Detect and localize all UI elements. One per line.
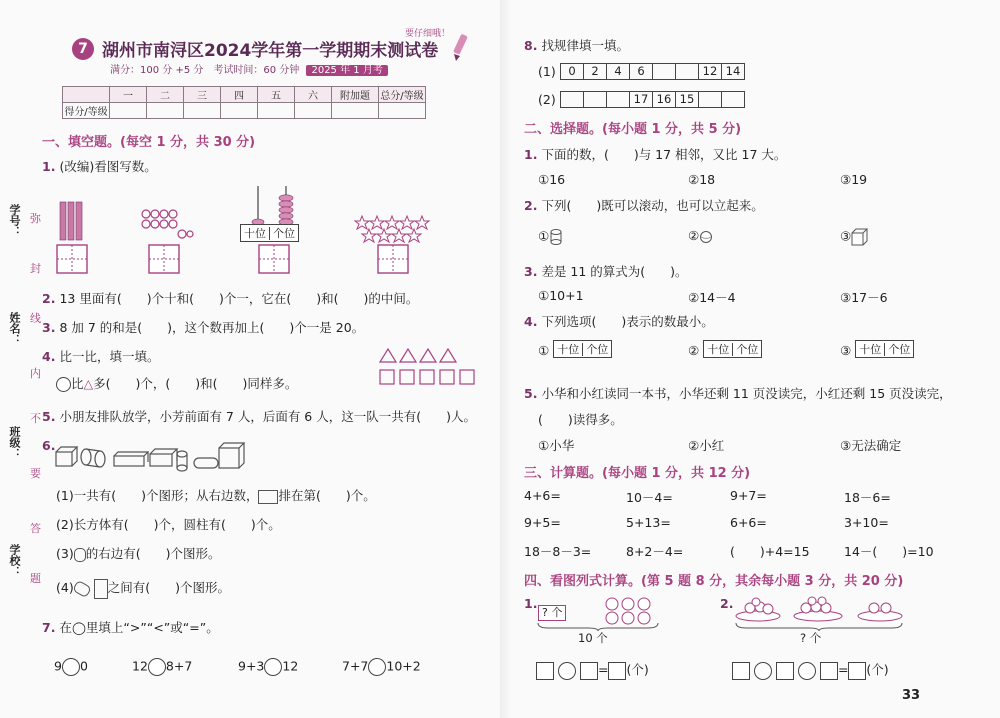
exam-meta — [110, 61, 388, 76]
student-number-label: 学号： — [8, 204, 21, 237]
question-number: 8. — [524, 38, 538, 53]
question-text: 下列( )既可以滚动，也可以立起来。 — [541, 198, 764, 213]
school-label: 学校： — [8, 544, 21, 577]
sphere-icon — [699, 230, 713, 244]
ones-label: 个位 — [273, 227, 295, 240]
option[interactable]: ①小华 — [538, 438, 575, 453]
score-cell[interactable] — [184, 103, 221, 119]
compare-right: 0 — [79, 658, 88, 674]
section-2-title: 二、选择题。(每小题 1 分，共 5 分) — [524, 122, 742, 137]
option-label: ② — [688, 343, 700, 358]
question-number: 1. — [524, 147, 538, 162]
score-row-label: 得分/等级 — [63, 103, 110, 119]
score-header-cell: 六 — [295, 87, 332, 103]
shapes-compare-icon — [378, 346, 482, 388]
operator-circle[interactable] — [798, 662, 816, 680]
question-text: 在◯里填上“>”“<”或“=”。 — [59, 620, 219, 635]
tens-label: 十位 — [856, 343, 885, 356]
equation-1 — [536, 660, 649, 680]
compare-left: 9+3 — [238, 658, 265, 674]
problem-1-number: 1. — [524, 596, 538, 611]
sequence-cell: 6 — [630, 64, 653, 79]
compare-circle-input[interactable] — [148, 658, 166, 676]
question-8 — [524, 36, 629, 54]
question-text: (1)一共有( )个图形；从右边数， — [56, 488, 259, 503]
calc-item[interactable]: 4+6= — [524, 488, 561, 503]
tens-label: 十位 — [241, 227, 270, 240]
option[interactable] — [840, 340, 914, 358]
question-number: 4. — [524, 314, 538, 329]
question-6-part-1 — [56, 486, 376, 504]
calc-item[interactable]: 6+6= — [730, 515, 767, 530]
compare-left: 7+7 — [342, 658, 369, 674]
stars-icon — [354, 214, 434, 244]
lying-cylinder-icon — [72, 579, 92, 597]
cylinder-icon — [549, 228, 563, 246]
question-number: 3. — [42, 320, 56, 335]
compare-right: 10+2 — [386, 658, 421, 674]
name-label: 姓名： — [8, 312, 21, 345]
total-label: ? 个 — [800, 631, 822, 645]
score-row — [63, 103, 426, 119]
question-text: 小朋友排队放学，小芳前面有 7 人，后面有 6 人，这一队一共有( )人。 — [59, 409, 476, 424]
sequence-cell: 12 — [699, 64, 722, 79]
question-7 — [42, 618, 219, 636]
total-label: 10 个 — [578, 631, 608, 645]
option[interactable]: ②14－4 — [688, 290, 736, 305]
calc-item[interactable]: 8+2－4= — [626, 544, 684, 559]
compare-item — [132, 658, 192, 676]
option-label: ③ — [840, 343, 852, 358]
sequence-cell: 2 — [584, 64, 607, 79]
question-6-part-2: (2)长方体有( )个，圆柱有( )个。 — [56, 517, 281, 532]
seal-char: 封 — [30, 262, 41, 275]
abacus-icon — [240, 184, 306, 228]
page-number: 33 — [902, 688, 921, 703]
choice-question-1 — [524, 145, 786, 163]
option[interactable] — [688, 340, 762, 358]
section-4-title: 四、看图列式计算。(第 5 题 8 分，其余每小题 3 分，共 20 分) — [524, 574, 904, 589]
option-label: ① — [538, 228, 550, 244]
sequence-2-label: (2) — [538, 92, 556, 107]
sequence-blank[interactable] — [653, 64, 676, 79]
exam-number-badge: 7 — [72, 38, 94, 60]
question-number: 2. — [42, 291, 56, 306]
question-number: 5. — [524, 386, 538, 401]
compare-right: 12 — [282, 658, 299, 674]
seal-char: 要 — [30, 467, 41, 480]
option[interactable]: ③17－6 — [840, 290, 888, 305]
choice-question-3 — [524, 262, 688, 280]
option[interactable]: ②18 — [688, 172, 716, 187]
score-table — [62, 86, 426, 119]
calc-item[interactable]: 18－8－3= — [524, 544, 592, 559]
score-header-cell: 总分/等级 — [379, 87, 426, 103]
sequence-cell: 4 — [607, 64, 630, 79]
choice-question-4 — [524, 312, 714, 330]
counting-sticks-icon — [56, 198, 96, 242]
question-text: 小华和小红读同一本书，小华还剩 11 页没读完，小红还剩 15 页没读完， — [541, 386, 952, 401]
score-header-row — [63, 87, 426, 103]
equation-box[interactable] — [732, 662, 750, 680]
question-4 — [42, 347, 159, 365]
question-6-part-4 — [56, 578, 230, 599]
question-number: 7. — [42, 620, 56, 635]
cylinder-icon — [74, 548, 86, 562]
seal-char: 不 — [30, 412, 41, 425]
ones-label: 个位 — [736, 343, 759, 356]
tens-label: 十位 — [554, 343, 583, 356]
question-6-part-3 — [56, 544, 220, 562]
choice-question-5 — [524, 384, 952, 402]
seal-char: 线 — [30, 312, 41, 325]
equation-box[interactable] — [848, 662, 866, 680]
answer-box[interactable] — [258, 244, 290, 274]
calc-item[interactable]: 3+10= — [844, 515, 889, 530]
compare-circle-input[interactable] — [264, 658, 282, 676]
sequence-cell: 14 — [725, 64, 741, 78]
plates-of-apples-icon — [734, 596, 904, 624]
option-label: ② — [688, 228, 700, 243]
triangle-icon: △ — [83, 376, 94, 391]
score-header-cell: 二 — [147, 87, 184, 103]
question-text: 8 加 7 的和是( )，这个数再加上( )个一是 20。 — [59, 320, 365, 335]
compare-circle-input[interactable] — [62, 658, 80, 676]
option[interactable]: ①10+1 — [538, 288, 584, 303]
equation-box[interactable] — [580, 662, 598, 680]
score-header-cell: 三 — [184, 87, 221, 103]
unit-label: (个) — [866, 662, 889, 677]
option-label: ③ — [840, 228, 852, 244]
score-cell[interactable] — [147, 103, 184, 119]
equation-2 — [732, 660, 889, 680]
problem-1-unknown-box — [538, 604, 566, 621]
question-number: 1. — [42, 159, 56, 174]
question-text: (3) — [56, 546, 74, 561]
compare-item — [238, 658, 298, 676]
compare-item — [342, 658, 421, 676]
section-3-title: 三、计算题。(每小题 1 分，共 12 分) — [524, 466, 751, 481]
answer-box[interactable] — [377, 244, 409, 274]
score-cell[interactable] — [221, 103, 258, 119]
circle-input[interactable] — [56, 377, 71, 392]
calc-item[interactable]: 18－6= — [844, 490, 891, 505]
question-3 — [42, 318, 364, 336]
pencil-icon — [448, 32, 472, 62]
answer-box[interactable] — [56, 244, 88, 274]
sequence-blank[interactable] — [722, 92, 744, 107]
sequence-blank[interactable] — [676, 64, 699, 79]
place-value-chart — [240, 224, 299, 242]
question-text: 差是 11 的算式为( )。 — [541, 264, 688, 279]
score-cell[interactable] — [295, 103, 332, 119]
compare-item — [54, 658, 88, 676]
score-header-cell: 附加题 — [332, 87, 379, 103]
ones-label: 个位 — [586, 343, 609, 356]
score-cell[interactable] — [379, 103, 426, 119]
score-header-cell — [63, 87, 110, 103]
option[interactable] — [538, 228, 563, 246]
option[interactable]: ②小红 — [688, 438, 725, 453]
abacus-chart — [855, 340, 914, 358]
option[interactable] — [688, 228, 713, 244]
question-text: 13 里面有( )个十和( )个一，它在( )和( )的中间。 — [59, 291, 419, 306]
equation-box[interactable] — [776, 662, 794, 680]
ones-label: 个位 — [888, 343, 911, 356]
abacus-chart — [703, 340, 762, 358]
question-text: (改编)看图写数。 — [59, 159, 157, 174]
seal-char: 答 — [30, 522, 41, 535]
calc-item[interactable]: 9+5= — [524, 515, 561, 530]
question-text: ( )读得多。 — [538, 412, 623, 427]
question-text: 排在第( )个。 — [278, 488, 376, 503]
sequence-blank[interactable] — [607, 92, 630, 107]
solids-row-icon — [54, 440, 246, 472]
option[interactable]: ③19 — [840, 172, 868, 187]
option[interactable]: ③无法确定 — [840, 438, 902, 453]
equation-box[interactable] — [820, 662, 838, 680]
sequence-cell: 17 — [630, 92, 653, 107]
sequence-blank[interactable] — [584, 92, 607, 107]
question-4-answer-line — [56, 374, 297, 392]
beads-icon — [138, 206, 194, 240]
choice-question-2 — [524, 196, 764, 214]
option[interactable]: ①16 — [538, 172, 566, 187]
exam-header — [72, 36, 438, 61]
question-text: 的右边有( )个图形。 — [85, 546, 221, 561]
section-1-title: 一、填空题。(每空 1 分，共 30 分) — [42, 135, 256, 150]
sequence-cell: 0 — [561, 64, 584, 79]
option-label: ① — [538, 343, 550, 358]
question-text: 找规律填一填。 — [541, 38, 629, 53]
class-label: 班级： — [8, 426, 21, 459]
page-fold — [500, 0, 512, 718]
compare-circle-input[interactable] — [368, 658, 386, 676]
sequence-blank[interactable] — [699, 92, 722, 107]
unknown-count-label: ? 个 — [538, 605, 566, 621]
compare-left: 9 — [54, 658, 62, 674]
calc-item[interactable]: 9+7= — [730, 488, 767, 503]
upright-cuboid-icon — [94, 579, 108, 599]
abacus-chart — [553, 340, 612, 358]
problem-2-number: 2. — [720, 596, 734, 611]
compare-right: 8+7 — [165, 658, 193, 674]
score-header-cell: 一 — [110, 87, 147, 103]
question-text: (4) — [56, 580, 74, 595]
question-text: 多( )个，( )和( )同样多。 — [93, 376, 298, 391]
question-text: 之间有( )个图形。 — [107, 580, 230, 595]
sequence-blank[interactable] — [561, 92, 584, 107]
equation-box[interactable] — [536, 662, 554, 680]
equation-box[interactable] — [608, 662, 626, 680]
equals-sign: = — [597, 662, 609, 677]
cuboid-icon — [851, 228, 869, 246]
compare-word: 比 — [71, 376, 84, 391]
question-text: 下面的数，( )与 17 相邻，又比 17 大。 — [541, 147, 787, 162]
exam-meta-text: 满分：100 分 +5 分 考试时间：60 分钟 — [110, 65, 300, 76]
cuboid-icon — [258, 490, 278, 504]
seal-char: 弥 — [30, 212, 41, 225]
question-2 — [42, 289, 418, 307]
calc-item[interactable]: 14－( )=10 — [844, 544, 934, 559]
question-1 — [42, 157, 157, 175]
binding-strip — [4, 180, 41, 600]
corner-tag: 要仔细哦！ — [405, 29, 451, 39]
compare-left: 12 — [132, 658, 148, 674]
exam-title: 湖州市南浔区2024学年第一学期期末测试卷 — [101, 41, 439, 61]
score-header-cell: 五 — [258, 87, 295, 103]
option[interactable] — [538, 340, 612, 358]
calc-item[interactable]: 5+13= — [626, 515, 671, 530]
option[interactable] — [840, 228, 869, 246]
sequence-1-label: (1) — [538, 64, 556, 79]
seal-char: 题 — [30, 572, 41, 585]
score-cell[interactable] — [110, 103, 147, 119]
question-text: 下列选项( )表示的数最小。 — [541, 314, 714, 329]
score-cell[interactable] — [258, 103, 295, 119]
sequence-1 — [560, 63, 745, 80]
calc-item[interactable]: 10－4= — [626, 490, 673, 505]
sequence-cell: 15 — [676, 92, 699, 107]
sequence-2 — [560, 91, 745, 108]
tens-label: 十位 — [704, 343, 733, 356]
question-number: 4. — [42, 349, 56, 364]
question-5 — [42, 407, 476, 425]
operator-circle[interactable] — [558, 662, 576, 680]
operator-circle[interactable] — [754, 662, 772, 680]
question-number: 6. — [42, 438, 56, 453]
calc-item[interactable]: ( )+4=15 — [730, 544, 810, 559]
question-number: 2. — [524, 198, 538, 213]
question-number: 5. — [42, 409, 56, 424]
score-cell[interactable] — [332, 103, 379, 119]
score-header-cell: 四 — [221, 87, 258, 103]
answer-box[interactable] — [148, 244, 180, 274]
unit-label: (个) — [626, 662, 649, 677]
question-number: 3. — [524, 264, 538, 279]
exam-date-tag: 2025 年 1 月考 — [306, 65, 387, 76]
sequence-cell: 16 — [653, 92, 676, 107]
equals-sign: = — [837, 662, 849, 677]
seal-char: 内 — [30, 367, 41, 380]
question-text: 比一比，填一填。 — [59, 349, 160, 364]
